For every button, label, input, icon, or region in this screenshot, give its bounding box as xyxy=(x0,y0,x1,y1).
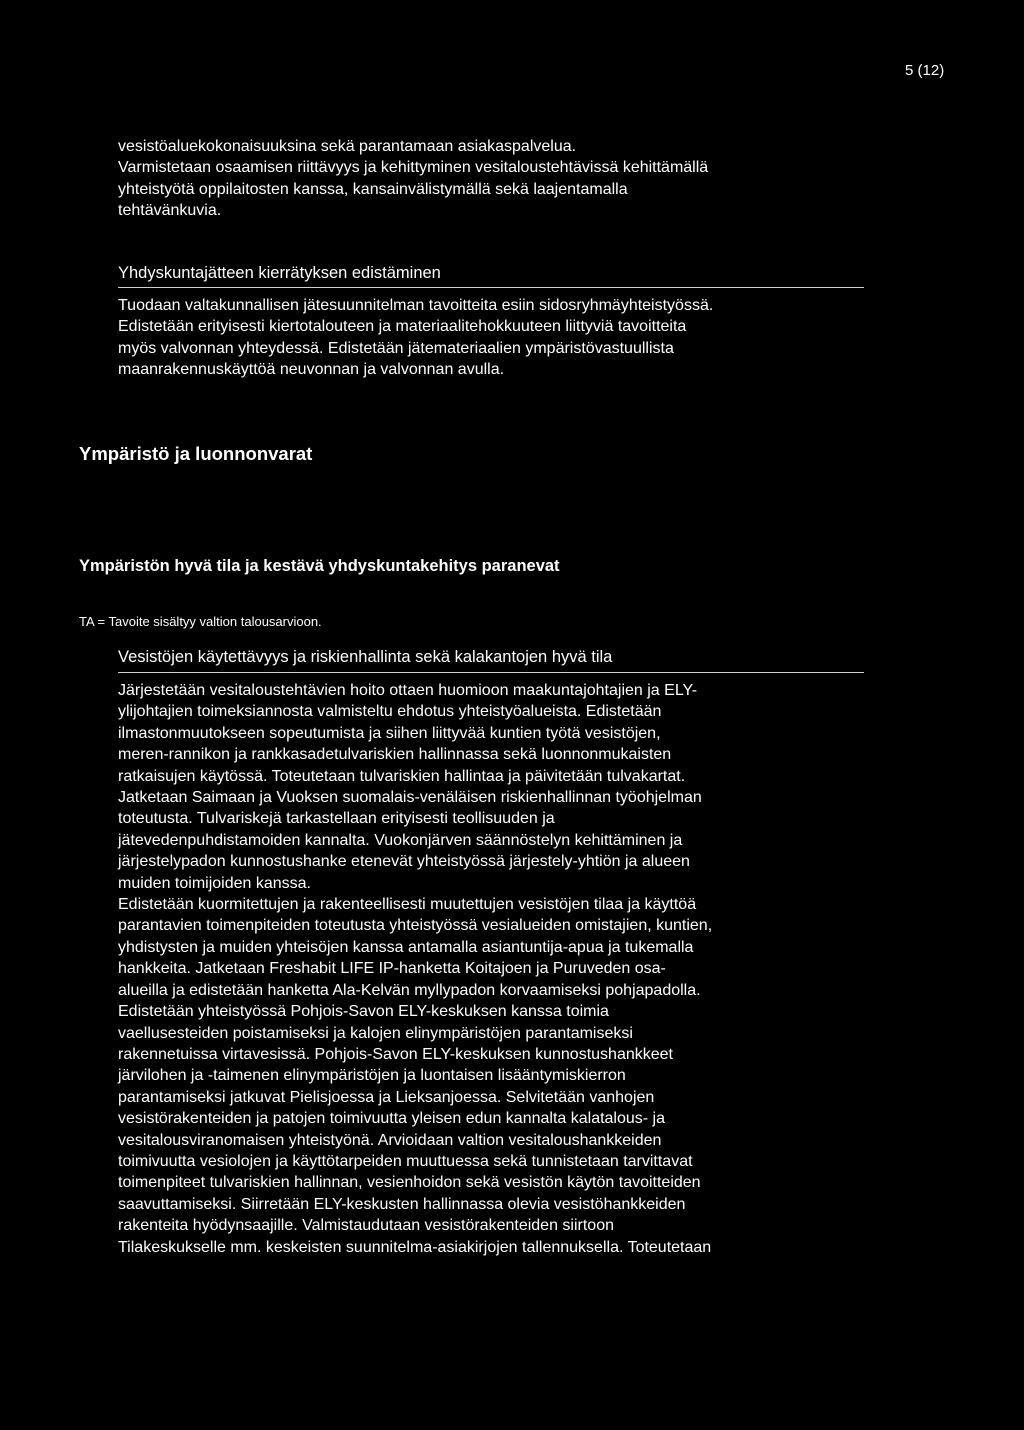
heading-rule xyxy=(118,287,864,288)
text-line: parantamiseksi jatkuvat Pielisjoessa ja Lieksanjoessa. Selvitetään vanhojen xyxy=(118,1088,655,1106)
text-line: Tilakeskukselle mm. keskeisten suunnitelma-asiakirjojen tallennuksella. Toteutetaan xyxy=(118,1238,712,1256)
text-line: Järjestetään vesitaloustehtävien hoito ottaen huomioon maakuntajohtajien ja ELY- xyxy=(118,682,698,699)
text-line: toteutusta. Tulvariskejä tarkastellaan erityisesti teollisuuden ja xyxy=(118,810,555,828)
text-line: ilmastonmuutokseen sopeutumista ja siihen liittyvää kuntien työtä vesistöjen, xyxy=(118,724,661,742)
text-line: vesistöaluekokonaisuuksina sekä parantamaan asiakaspalvelua. xyxy=(118,138,577,155)
text-line: Varmistetaan osaamisen riittävyys ja kehittyminen vesitaloustehtävissä kehittämällä xyxy=(118,159,709,177)
text-line: vesistörakenteiden ja patojen toimivuutta yleisen edun kannalta kalatalous- ja xyxy=(118,1110,666,1128)
text-line: Jatketaan Saimaan ja Vuoksen suomalais-venäläisen riskienhallinnan työohjelman xyxy=(118,789,702,807)
text-line: toimenpiteet tulvariskien hallinnan, vesienhoidon sekä vesistön käytön tavoitteiden xyxy=(118,1174,701,1192)
text-line: jätevedenpuhdistamoiden kannalta. Vuokonjärven säännöstelyn kehittäminen ja xyxy=(118,831,683,849)
text-line: parantavien toimenpiteiden toteutusta yhteistyössä vesialueiden omistajien, kuntien, xyxy=(118,917,713,935)
text-line: saavuttamiseksi. Siirretään ELY-keskusten hallinnassa olevia vesistöhankkeiden xyxy=(118,1195,686,1213)
text-line: vaellusesteiden poistamiseksi ja kalojen elinympäristöjen parantamiseksi xyxy=(118,1024,633,1042)
text-line: Edistetään yhteistyössä Pohjois-Savon ELY-keskuksen kanssa toimia xyxy=(118,1003,609,1021)
text-line: vesitalousviranomaisen yhteistyönä. Arvioidaan valtion vesitaloushankkeiden xyxy=(118,1131,662,1149)
text-line: myös valvonnan yhteydessä. Edistetään jätemateriaalien ympäristövastuullista xyxy=(118,339,674,357)
sub-section-heading: Ympäristön hyvä tila ja kestävä yhdyskuntakehitys paranevat xyxy=(79,557,560,575)
text-line: yhdistysten ja muiden yhteisöjen kanssa antamalla asiantuntija-apua ja tukemalla xyxy=(118,938,694,956)
page-number: 5 (12) xyxy=(905,62,945,79)
text-line: Edistetään kuormitettujen ja rakenteellisesti muutettujen vesistöjen tilaa ja käyttöä xyxy=(118,896,697,914)
text-line: muiden toimijoiden kanssa. xyxy=(118,874,311,892)
intro-paragraph xyxy=(118,136,878,222)
text-line: alueilla ja edistetään hanketta Ala-Kelvän myllypadon korvaamiseksi pohjapadolla. xyxy=(118,981,701,999)
text-line: Tuodaan valtakunnallisen jätesuunnitelman tavoitteita esiin sidosryhmäyhteistyössä. xyxy=(118,297,714,314)
text-line: maanrakennuskäyttöä neuvonnan ja valvonnan avulla. xyxy=(118,361,505,379)
text-line: hankkeita. Jatketaan Freshabit LIFE IP-hanketta Koitajoen ja Puruveden osa- xyxy=(118,960,666,978)
waters-paragraph xyxy=(118,680,878,1258)
waters-heading: Vesistöjen käytettävyys ja riskienhallinta sekä kalakantojen hyvä tila xyxy=(118,648,613,666)
text-line: järjestelypadon kunnostushanke etenevät yhteistyössä järjestely-yhtiön ja alueen xyxy=(118,853,690,871)
text-line: Edistetään erityisesti kiertotalouteen ja materiaalitehokkuuteen liittyviä tavoitteita xyxy=(118,318,687,336)
text-line: rakenteita hyödynsaajille. Valmistaudutaan vesistörakenteiden siirtoon xyxy=(118,1217,614,1235)
heading-rule xyxy=(118,672,864,673)
text-line: ylijohtajien toimeksiannosta valmisteltu ehdotus yhteistyöalueista. Edistetään xyxy=(118,703,662,721)
text-line: meren-rannikon ja rankkasadetulvariskien hallinnassa sekä luonnonmukaisten xyxy=(118,746,672,764)
text-line: yhteistyötä oppilaitosten kanssa, kansainvälistymällä sekä laajentamalla xyxy=(118,180,628,198)
text-line: ratkaisujen käytössä. Toteutetaan tulvariskien hallintaa ja päivitetään tulvakartat. xyxy=(118,767,686,785)
waste-recycling-heading: Yhdyskuntajätteen kierrätyksen edistäminen xyxy=(118,264,441,282)
waste-recycling-paragraph xyxy=(118,295,878,381)
text-line: rakennetuissa virtavesissä. Pohjois-Savon ELY-keskuksen kunnostushankkeet xyxy=(118,1045,673,1063)
text-line: tehtävänkuvia. xyxy=(118,202,222,220)
section-heading: Ympäristö ja luonnonvarat xyxy=(79,443,313,464)
text-line: järvilohen ja -taimenen elinympäristöjen ja luontaisen lisääntymiskierron xyxy=(118,1067,626,1085)
text-line: toimivuutta vesiolojen ja käyttötarpeiden muuttuessa sekä tunnistetaan tarvittavat xyxy=(118,1152,693,1170)
ta-note: TA = Tavoite sisältyy valtion talousarvioon. xyxy=(79,614,322,629)
